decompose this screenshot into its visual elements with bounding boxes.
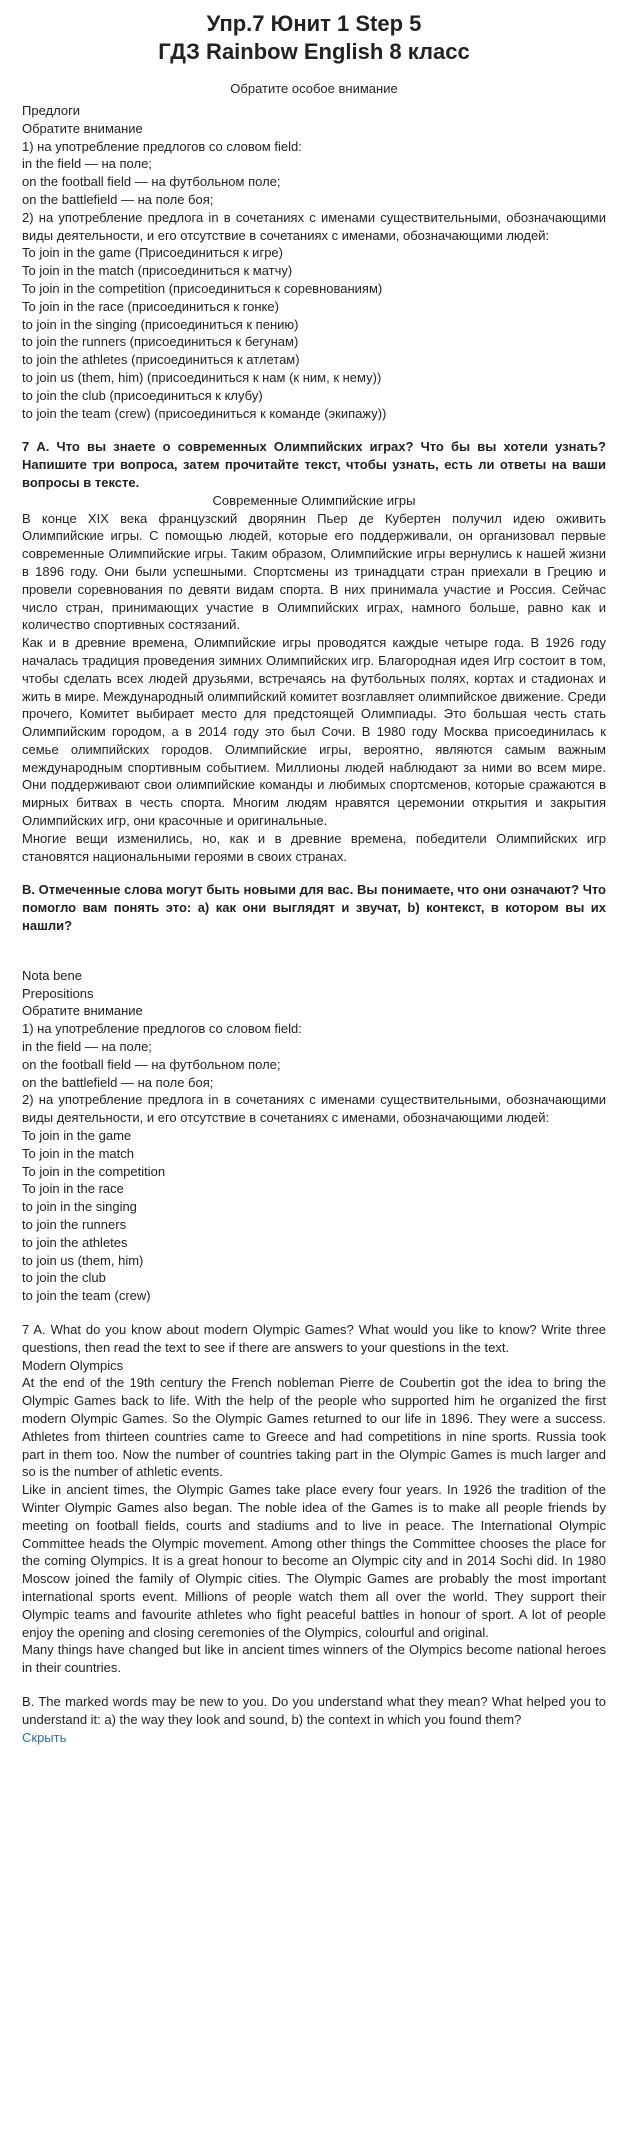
ru-list-item: to join the team (crew) (присоединиться к команде (экипажу)) bbox=[22, 405, 387, 421]
en-line: on the football field — на футбольном поле; bbox=[22, 1056, 281, 1072]
en-task-section bbox=[22, 1321, 606, 1747]
en-list-item: to join in the singing bbox=[22, 1199, 137, 1215]
en-prepositions-section bbox=[22, 967, 606, 1305]
ru-task-question-a: 7 А. Что вы знаете о современных Олимпийских играх? Что бы вы хотели узнать? Напишите три вопроса, затем прочитайте текст, чтобы узнать, есть ли ответы на ваши вопросы в тексте. bbox=[22, 439, 606, 490]
hide-link[interactable]: Скрыть bbox=[22, 1729, 67, 1745]
en-list-item: to join the runners bbox=[22, 1217, 127, 1233]
ru-task-question-b: В. Отмеченные слова могут быть новыми для вас. Вы понимаете, что они означают? Что помогло вам понять это: а) как они выглядят и звучат, b) контекст, в котором вы их нашли? bbox=[22, 882, 606, 934]
attention-subtitle: Обратите особое внимание bbox=[230, 81, 398, 96]
en-list-item: To join in the match bbox=[22, 1145, 135, 1161]
ru-text-paragraph-1: В конце XIX века французский дворянин Пьер де Кубертен получил идею оживить Олимпийские игры. С помощью людей, которые его поддерживали, он организовал первые современные Олимпийские игры. Таким образом, Олимпийские игры вернулись к нашей жизни в 1896 году. Они были успешными. Спортсмены из тринадцати стран приехали в Грецию и провели соревнования по девяти видам спорта. В них принимала участие и Россия. Сейчас число стран, принимающих участие в Олимпийских играх, намного больше, равно как и количество спортивных состязаний. bbox=[22, 510, 606, 633]
en-line: on the battlefield — на поле боя; bbox=[22, 1074, 214, 1090]
page-title-line2: ГДЗ Rainbow English 8 класс bbox=[158, 39, 470, 64]
ru-list-item: To join in the game (Присоединиться к игре) bbox=[22, 245, 283, 261]
en-list-item: To join in the game bbox=[22, 1128, 132, 1144]
en-list-item: to join the athletes bbox=[22, 1234, 128, 1250]
ru-list-item: to join the club (присоединиться к клубу) bbox=[22, 387, 263, 403]
ru-list-item: to join the runners (присоединиться к бегунам) bbox=[22, 334, 299, 350]
en-list-item: to join the club bbox=[22, 1270, 106, 1286]
en-rule-2: 2) на употребление предлога in в сочетаниях с именами существительными, обозначающими виды деятельности, и его отсутствие в сочетаниях с именами, обозначающими людей: bbox=[22, 1092, 606, 1126]
ru-line: Обратите внимание bbox=[22, 120, 143, 136]
ru-prepositions-section bbox=[22, 102, 606, 422]
en-line: 1) на употребление предлогов со словом field: bbox=[22, 1021, 302, 1037]
en-text-paragraph-3: Many things have changed but like in ancient times winners of the Olympics become national heroes in their countries. bbox=[22, 1642, 606, 1676]
en-list-item: to join us (them, him) bbox=[22, 1252, 144, 1268]
en-line: Prepositions bbox=[22, 985, 94, 1001]
en-line: Обратите внимание bbox=[22, 1003, 143, 1019]
ru-line: in the field — на поле; bbox=[22, 156, 152, 172]
ru-list-item: to join the athletes (присоединиться к атлетам) bbox=[22, 352, 300, 368]
ru-text-paragraph-3: Многие вещи изменились, но, как и в древние времена, победители Олимпийских игр становятся национальными героями в своих странах. bbox=[22, 830, 606, 864]
ru-list-item: To join in the match (присоединиться к матчу) bbox=[22, 263, 293, 279]
ru-list-item: to join us (them, him) (присоединиться к нам (к ним, к нему)) bbox=[22, 369, 382, 385]
ru-task-section bbox=[22, 438, 606, 935]
en-text-paragraph-1: At the end of the 19th century the French nobleman Pierre de Coubertin got the idea to bring the Olympic Games back to life. With the help of the people who supported him he organized the first modern Olympic Games. So the Olympic Games returned to our life in 1896. They were a success. Athletes from thirteen countries came to Greece and had competitions in nine sports. Russia took part in them too. Now the number of countries taking part in the Olympic Games is much larger and so is the number of athletic events. bbox=[22, 1375, 606, 1480]
en-line: in the field — на поле; bbox=[22, 1039, 152, 1055]
en-list-item: to join the team (crew) bbox=[22, 1288, 151, 1304]
en-list-item: To join in the competition bbox=[22, 1163, 166, 1179]
ru-list-item: To join in the competition (присоединиться к соревнованиям) bbox=[22, 280, 383, 296]
ru-line: Предлоги bbox=[22, 103, 81, 118]
ru-list-item: to join in the singing (присоединиться к пению) bbox=[22, 316, 299, 332]
ru-line: 1) на употребление предлогов со словом field: bbox=[22, 138, 302, 154]
en-line: Nota bene bbox=[22, 967, 82, 983]
ru-rule-2: 2) на употребление предлога in в сочетаниях с именами существительными, обозначающими виды деятельности, и его отсутствие в сочетаниях с именами, обозначающими людей: bbox=[22, 209, 606, 243]
ru-text-paragraph-2: Как и в древние времена, Олимпийские игры проводятся каждые четыре года. В 1926 году началась традиция проведения зимних Олимпийских игр. Благородная идея Игр состоит в том, чтобы сделать всех людей друзьями, встречаясь на футбольных полях, кортах и стадионах и жить в мире. Международный олимпийский комитет возглавляет олимпийское движение. Среди прочего, Комитет выбирает место для предстоящей Олимпиады. Это большая честь стать Олимпийским городом, а в 2014 году это был Сочи. В 1980 году Москва присоединилась к семье олимпийских городов. Олимпийские игры, вероятно, являются самым важным международным спортивным событием. Миллионы людей наблюдают за ними во всем мире. Они поддерживают свои олимпийские команды и любимых спортсменов, которые сражаются в мирных битвах в честь спорта. Многим людям нравятся церемонии открытия и закрытия Олимпийских игр, они красочные и оригинальные. bbox=[22, 635, 606, 829]
ru-list-item: To join in the race (присоединиться к гонке) bbox=[22, 298, 279, 314]
ru-text-title: Современные Олимпийские игры bbox=[212, 492, 416, 508]
en-task-question-b: B. The marked words may be new to you. Do you understand what they mean? What helped you to understand it: a) the way they look and sound, b) the context in which you found them? bbox=[22, 1693, 606, 1727]
en-list-item: To join in the race bbox=[22, 1181, 124, 1197]
ru-line: on the football field — на футбольном поле; bbox=[22, 174, 281, 190]
en-text-paragraph-2: Like in ancient times, the Olympic Games take place every four years. In 1926 the tradition of the Winter Olympic Games also began. The noble idea of the Games is to make all people friends by meeting on football fields, courts and stadiums and to live in peace. The International Olympic Committee heads the Olympic movement. Among other things the Committee chooses the place for the coming Olympics. It is a great honour to become an Olympic city and in 2014 Sochi did. In 1980 Moscow joined the family of Olympic cities. The Olympic Games are probably the most important international sports event. Millions of people watch them all over the world. They support their Olympic teams and favourite athletes who fight peaceful battles in honour of sport. A lot of people enjoy the opening and closing ceremonies of the Olympics, colourful and original. bbox=[22, 1482, 606, 1640]
ru-line: on the battlefield — на поле боя; bbox=[22, 191, 214, 207]
en-text-title: Modern Olympics bbox=[22, 1357, 124, 1373]
page-title-line1: Упр.7 Юнит 1 Step 5 bbox=[206, 11, 422, 36]
en-task-question-a: 7 A. What do you know about modern Olympic Games? What would you like to know? Write three questions, then read the text to see if there are answers to your questions in the text. bbox=[22, 1322, 606, 1355]
